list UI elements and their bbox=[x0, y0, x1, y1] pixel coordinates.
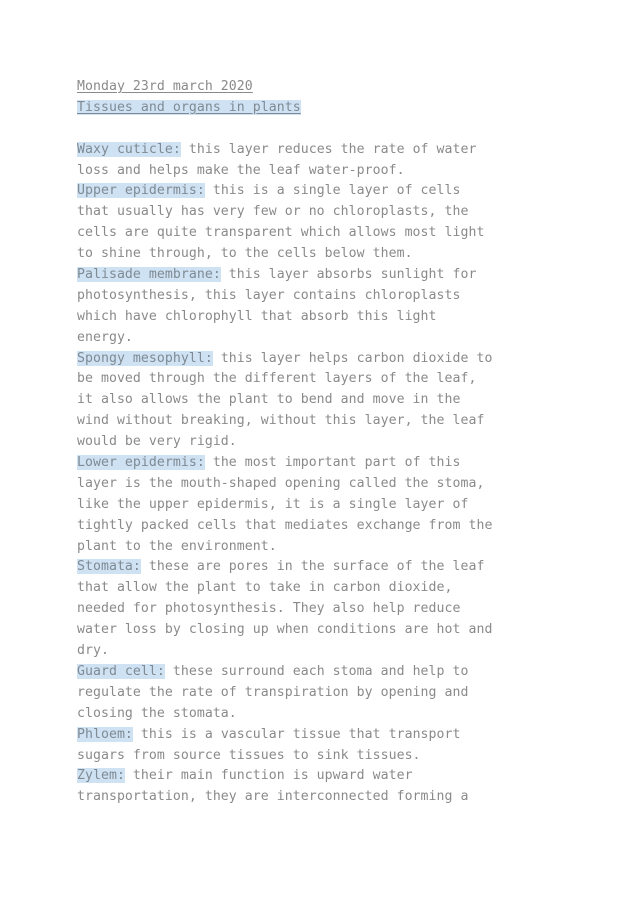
definition-entry bbox=[77, 662, 577, 725]
entry-line bbox=[77, 766, 577, 787]
definition-text: would be very rigid. bbox=[77, 434, 237, 450]
definition-entry bbox=[77, 453, 577, 557]
definition-text: sugars from source tissues to sink tissues. bbox=[77, 747, 421, 763]
term-label: Palisade membrane: bbox=[77, 267, 221, 283]
term-label: Spongy mesophyll: bbox=[77, 350, 213, 366]
definition-text: tightly packed cells that mediates exchange from the bbox=[77, 517, 493, 533]
definition-entry bbox=[77, 140, 577, 182]
entry-line bbox=[77, 307, 577, 328]
entry-line bbox=[77, 537, 577, 558]
entry-line bbox=[77, 787, 577, 808]
definition-text: transportation, they are interconnected forming a bbox=[77, 789, 469, 805]
term-label: Upper epidermis: bbox=[77, 183, 205, 199]
definition-text: like the upper epidermis, it is a single layer of bbox=[77, 496, 469, 512]
definition-text: cells are quite transparent which allows most light bbox=[77, 225, 485, 241]
entry-line bbox=[77, 286, 577, 307]
entry-line bbox=[77, 557, 577, 578]
definition-text: their main function is upward water bbox=[124, 768, 413, 784]
entry-line bbox=[77, 704, 577, 725]
entry-line bbox=[77, 432, 577, 453]
entry-line bbox=[77, 223, 577, 244]
definition-text: these surround each stoma and help to bbox=[164, 663, 469, 679]
definition-text: this is a vascular tissue that transport bbox=[132, 726, 461, 742]
definition-text: needed for photosynthesis. They also help reduce bbox=[77, 601, 461, 617]
entry-line bbox=[77, 474, 577, 495]
entry-line bbox=[77, 495, 577, 516]
definition-text: regulate the rate of transpiration by opening and bbox=[77, 684, 469, 700]
definition-text: this layer reduces the rate of water bbox=[180, 141, 477, 157]
entry-line bbox=[77, 411, 577, 432]
entry-line bbox=[77, 662, 577, 683]
definition-text: that allow the plant to take in carbon dioxide, bbox=[77, 580, 453, 596]
definition-text: this layer helps carbon dioxide to bbox=[212, 350, 493, 366]
definition-text: loss and helps make the leaf water-proof. bbox=[77, 162, 405, 178]
definition-text: plant to the environment. bbox=[77, 538, 277, 554]
definition-text: which have chlorophyll that absorb this light bbox=[77, 308, 437, 324]
definition-text: energy. bbox=[77, 329, 133, 345]
entry-line bbox=[77, 746, 577, 767]
term-label: Stomata: bbox=[77, 559, 141, 575]
term-label: Lower epidermis: bbox=[77, 455, 205, 471]
entry-line bbox=[77, 349, 577, 370]
entry-line bbox=[77, 599, 577, 620]
entry-line bbox=[77, 516, 577, 537]
entry-line bbox=[77, 725, 577, 746]
term-label: Zylem: bbox=[77, 768, 125, 784]
entry-line bbox=[77, 202, 577, 223]
definition-text: it also allows the plant to bend and move in the bbox=[77, 392, 461, 408]
definition-text: that usually has very few or no chloroplasts, the bbox=[77, 204, 469, 220]
entry-line bbox=[77, 181, 577, 202]
notes-body bbox=[77, 77, 577, 808]
definition-text: the most important part of this bbox=[204, 455, 461, 471]
definition-text: water loss by closing up when conditions are hot and bbox=[77, 622, 493, 638]
page-title: Tissues and organs in plants bbox=[77, 99, 301, 115]
entry-line bbox=[77, 683, 577, 704]
definition-entry bbox=[77, 557, 577, 661]
definition-text: dry. bbox=[77, 643, 109, 659]
entry-line bbox=[77, 578, 577, 599]
entry-line bbox=[77, 328, 577, 349]
definition-text: photosynthesis, this layer contains chloroplasts bbox=[77, 287, 461, 303]
definition-text: this layer absorbs sunlight for bbox=[220, 267, 477, 283]
blank-line bbox=[77, 119, 577, 140]
entry-line bbox=[77, 140, 577, 161]
entry-line bbox=[77, 265, 577, 286]
entry-line bbox=[77, 161, 577, 182]
definition-entry bbox=[77, 265, 577, 349]
entry-line bbox=[77, 390, 577, 411]
definition-text: wind without breaking, without this layer, the leaf bbox=[77, 413, 485, 429]
definition-text: closing the stomata. bbox=[77, 705, 237, 721]
date-heading: Monday 23rd march 2020 bbox=[77, 79, 253, 94]
definition-text: these are pores in the surface of the leaf bbox=[140, 559, 485, 575]
definition-entry bbox=[77, 766, 577, 808]
definition-entry bbox=[77, 181, 577, 265]
entry-line bbox=[77, 641, 577, 662]
definition-text: layer is the mouth-shaped opening called the stoma, bbox=[77, 475, 485, 491]
term-label: Phloem: bbox=[77, 726, 133, 742]
entry-line bbox=[77, 453, 577, 474]
entry-line bbox=[77, 369, 577, 390]
definition-list bbox=[77, 140, 577, 809]
entry-line bbox=[77, 620, 577, 641]
definition-text: to shine through, to the cells below them. bbox=[77, 246, 413, 262]
definition-entry bbox=[77, 725, 577, 767]
term-label: Waxy cuticle: bbox=[77, 141, 181, 157]
definition-text: this is a single layer of cells bbox=[204, 183, 461, 199]
definition-text: be moved through the different layers of the leaf, bbox=[77, 371, 477, 387]
entry-line bbox=[77, 244, 577, 265]
term-label: Guard cell: bbox=[77, 663, 165, 679]
definition-entry bbox=[77, 349, 577, 453]
